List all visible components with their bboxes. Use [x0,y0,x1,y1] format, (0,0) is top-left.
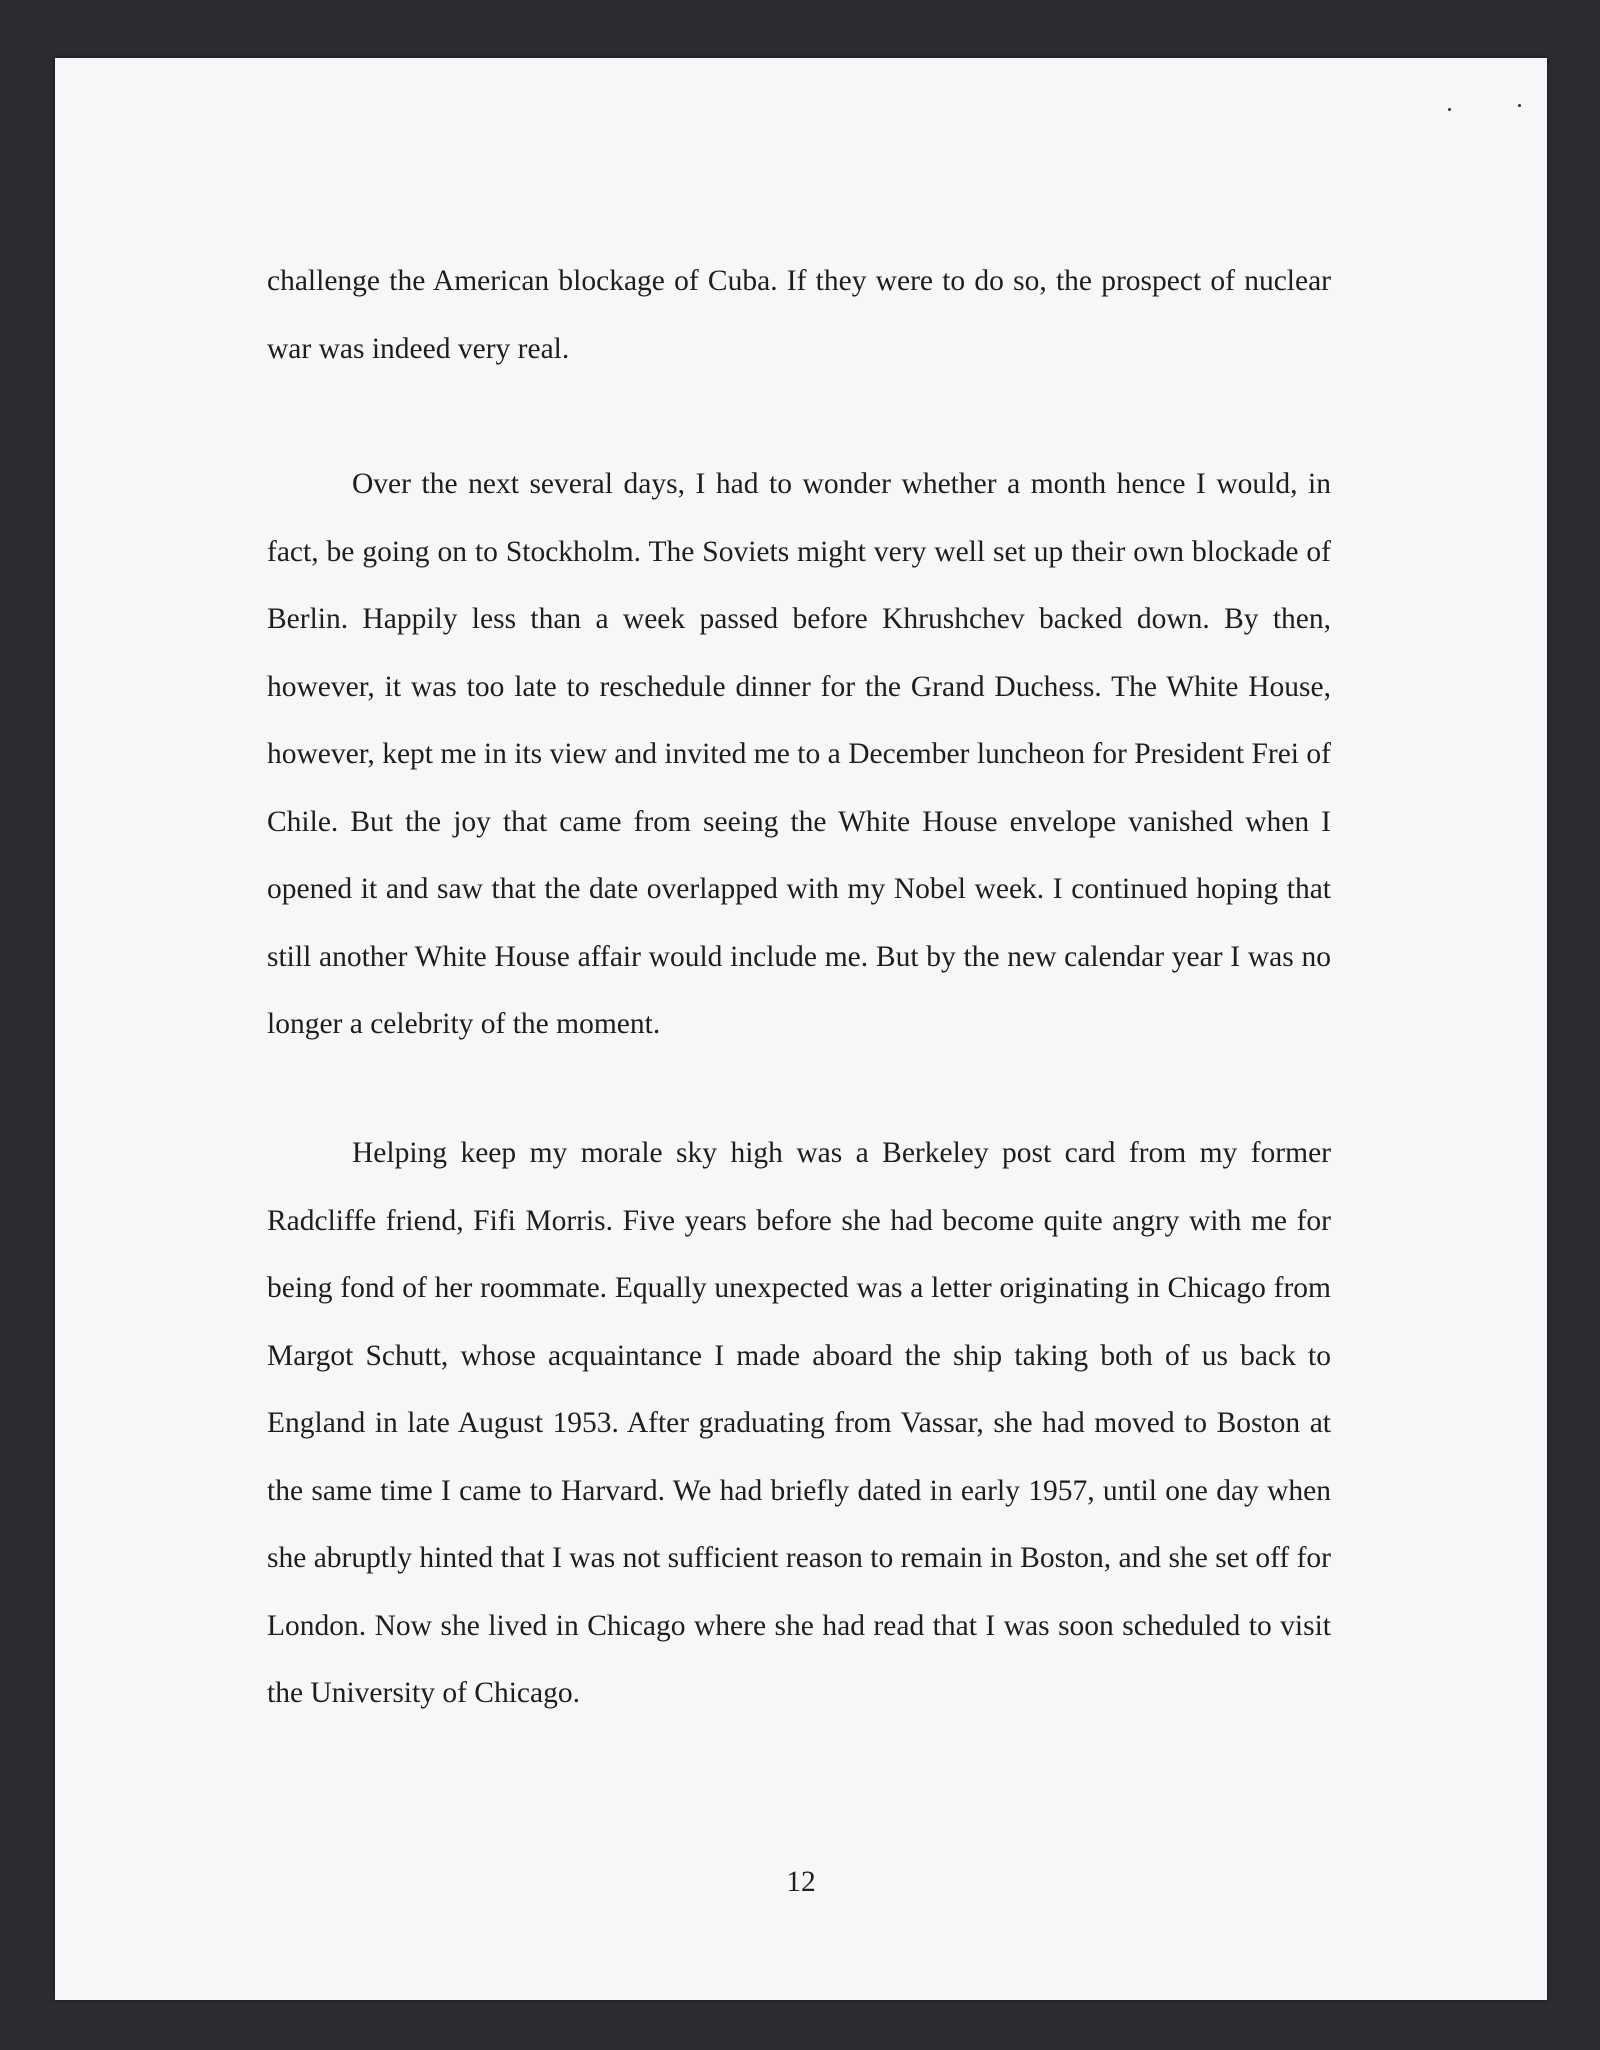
paragraph-2 [267,451,1331,1059]
paragraph-text: challenge the American blockage of Cuba. If they were to do so, the prospect of nuclear war was indeed very real. [267,265,1331,365]
page-number: 12 [786,1866,816,1898]
paper-fleck [1518,104,1521,107]
paragraph-text: Over the next several days, I had to wonder whether a month hence I would, in fact, be going on to Stockholm. The Soviets might very well set up their own blockade of Berlin. Happily less than a week passed before Khrushchev backed down. By then, however, it was too late to reschedule dinner for the Grand Duchess. The White House, however, kept me in its view and invited me to a December luncheon for President Frei of Chile. But the joy that came from seeing the White House envelope vanished when I opened it and saw that the date overlapped with my Nobel week. I continued hoping that still another White House affair would include me. But by the new calendar year I was no longer a celebrity of the moment. [267,468,1331,1040]
paragraph-3 [267,1120,1331,1728]
paper-fleck [1448,108,1451,111]
paragraph-1 [267,248,1331,383]
document-page [55,58,1547,2000]
paragraph-text: Helping keep my morale sky high was a Berkeley post card from my former Radcliffe friend, Fifi Morris. Five years before she had become quite angry with me for being fond of her roommate. Equally unexpected was a letter originating in Chicago from Margot Schutt, whose acquaintance I made aboard the ship taking both of us back to England in late August 1953. After graduating from Vassar, she had moved to Boston at the same time I came to Harvard. We had briefly dated in early 1957, until one day when she abruptly hinted that I was not sufficient reason to remain in Boston, and she set off for London. Now she lived in Chicago where she had read that I was soon scheduled to visit the University of Chicago. [267,1137,1331,1709]
